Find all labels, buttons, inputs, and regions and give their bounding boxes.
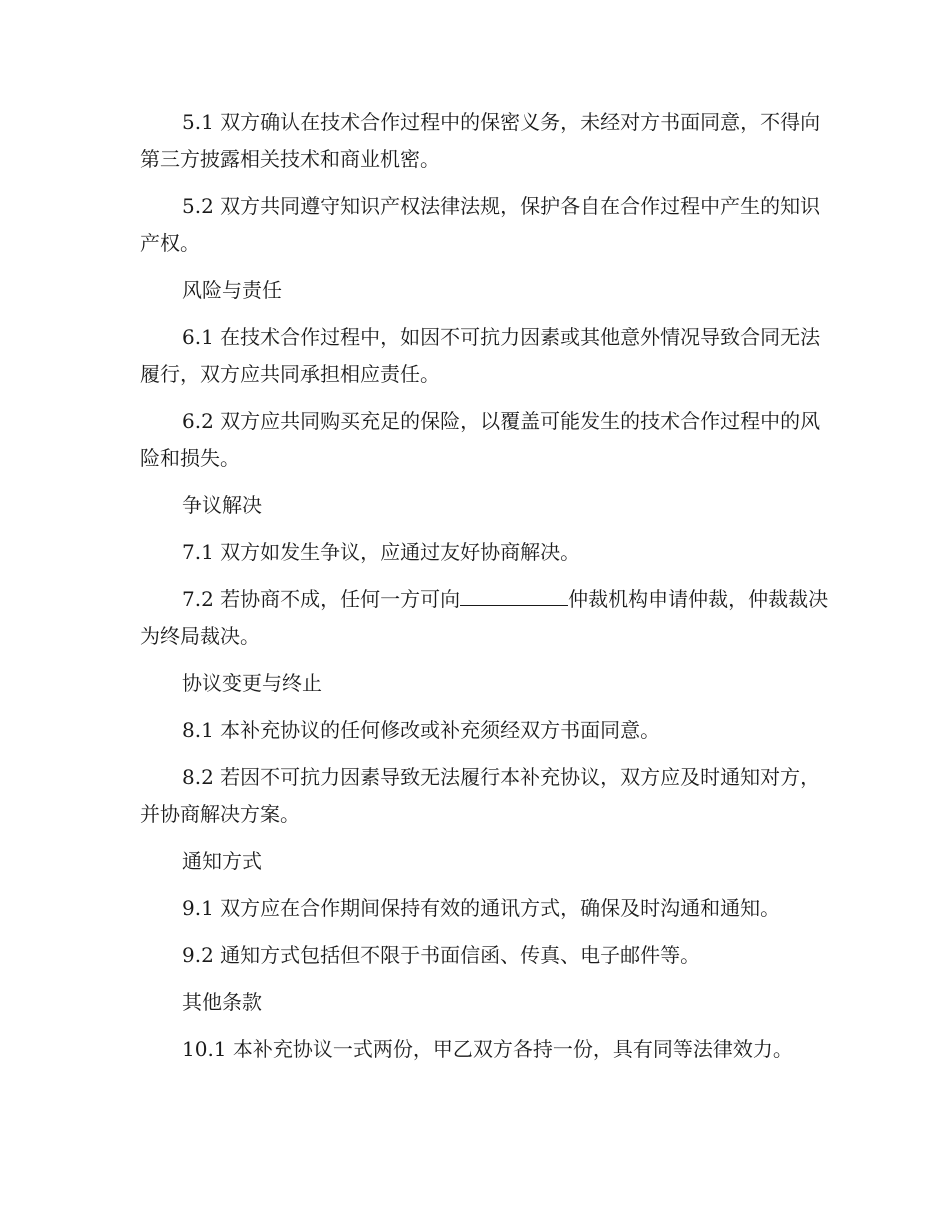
section-heading-amendment: 协议变更与终止	[182, 671, 322, 695]
clause-8-2: 8.2 若因不可抗力因素导致无法履行本补充协议，双方应及时通知对方，并协商解决方案。	[140, 765, 821, 826]
clause-8-1: 8.1 本补充协议的任何修改或补充须经双方书面同意。	[182, 718, 661, 742]
clause-7-2	[140, 581, 830, 655]
section-heading-other: 其他条款	[182, 990, 262, 1014]
section-heading-risk: 风险与责任	[182, 278, 282, 302]
clause-5-1: 5.1 双方确认在技术合作过程中的保密义务，未经对方书面同意，不得向第三方披露相关技术和商业机密。	[140, 110, 821, 171]
section-heading-notice: 通知方式	[182, 849, 262, 873]
clause-6-1: 6.1 在技术合作过程中，如因不可抗力因素或其他意外情况导致合同无法履行，双方应共同承担相应责任。	[140, 325, 821, 386]
clause-5-2: 5.2 双方共同遵守知识产权法律法规，保护各自在合作过程中产生的知识产权。	[140, 194, 821, 255]
clause-7-1: 7.1 双方如发生争议，应通过友好协商解决。	[182, 540, 581, 564]
clause-10-1: 10.1 本补充协议一式两份，甲乙双方各持一份，具有同等法律效力。	[182, 1037, 793, 1061]
clause-9-2: 9.2 通知方式包括但不限于书面信函、传真、电子邮件等。	[182, 943, 701, 967]
document-body	[140, 104, 830, 1078]
clause-7-2-before: 7.2 若协商不成，任何一方可向	[182, 587, 461, 611]
clause-6-2: 6.2 双方应共同购买充足的保险，以覆盖可能发生的技术合作过程中的风险和损失。	[140, 409, 821, 470]
fill-in-blank	[460, 587, 568, 606]
section-heading-dispute: 争议解决	[182, 493, 262, 517]
clause-7-2-after: 仲裁机构申请仲裁，仲裁裁决为终局裁决。	[140, 587, 829, 648]
clause-9-1: 9.1 双方应在合作期间保持有效的通讯方式，确保及时沟通和通知。	[182, 896, 781, 920]
